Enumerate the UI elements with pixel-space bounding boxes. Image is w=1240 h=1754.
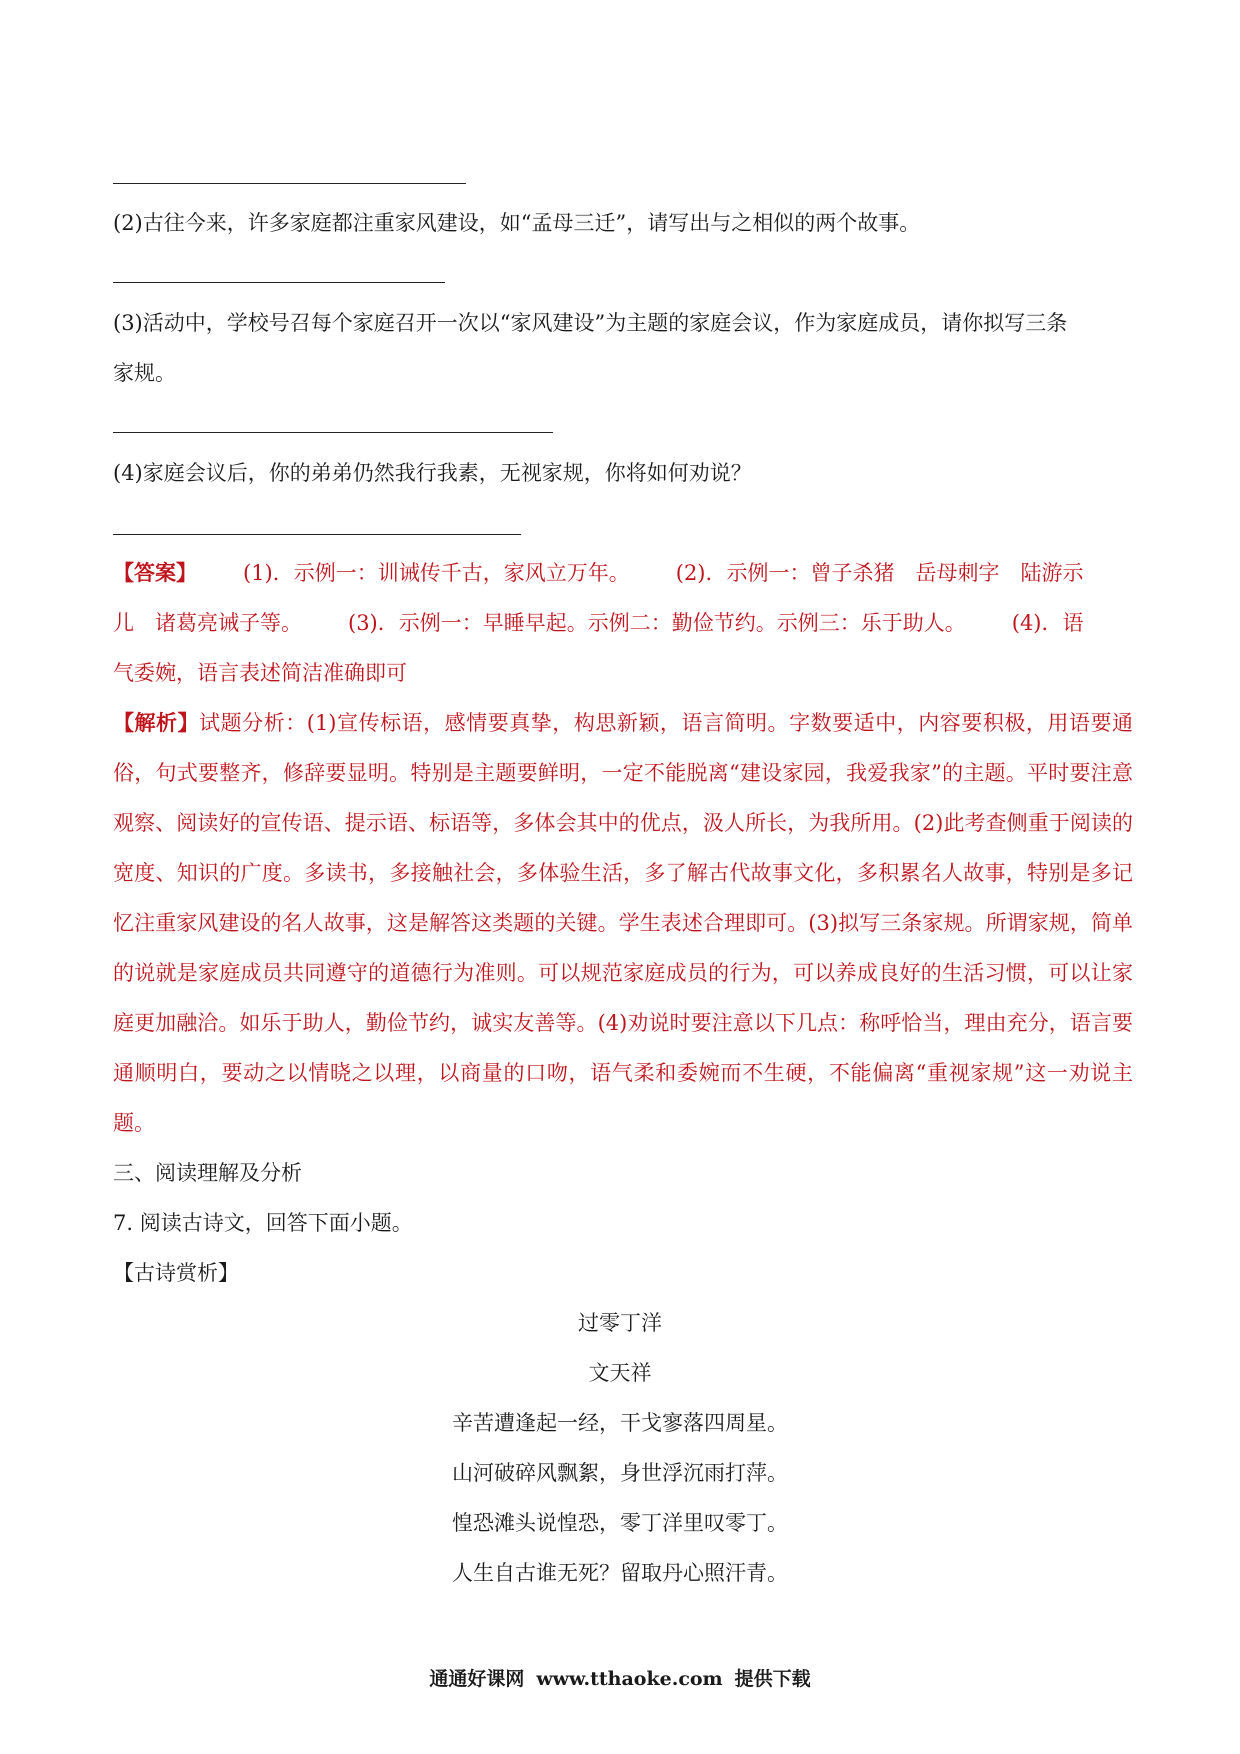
poem-line-4: 人生自古谁无死？留取丹心照汗青。 bbox=[452, 1561, 788, 1585]
answer-4: (4)．语 bbox=[1011, 611, 1084, 635]
page-footer bbox=[0, 1664, 1240, 1694]
poem-title: 过零丁洋 bbox=[578, 1311, 662, 1335]
answer-blank-line-2 bbox=[113, 282, 445, 283]
footer-url[interactable]: www.tthaoke.com bbox=[536, 1668, 723, 1690]
question-7: 7. 阅读古诗文，回答下面小题。 bbox=[113, 1211, 413, 1235]
answer-3: (3)．示例一：早睡早起。示例二：勤俭节约。示例三：乐于助人。 bbox=[348, 611, 966, 635]
answer-label: 【答案】 bbox=[113, 560, 197, 585]
section-heading: 三、阅读理解及分析 bbox=[113, 1161, 302, 1185]
answer-blank-line-4 bbox=[113, 534, 521, 535]
footer-site-name: 通通好课网 bbox=[429, 1668, 525, 1690]
answer-2-cont: 儿 诸葛亮诫子等。 bbox=[113, 611, 302, 635]
poem-line-1: 辛苦遭逢起一经，干戈寥落四周星。 bbox=[452, 1411, 788, 1435]
poem-line-3: 惶恐滩头说惶恐，零丁洋里叹零丁。 bbox=[452, 1511, 788, 1535]
poem-line-2: 山河破碎风飘絮，身世浮沉雨打萍。 bbox=[452, 1461, 788, 1485]
question-4: (4)家庭会议后，你的弟弟仍然我行我素，无视家规，你将如何劝说？ bbox=[113, 461, 752, 485]
poem-author: 文天祥 bbox=[588, 1361, 652, 1385]
answer-line-1 bbox=[113, 548, 1133, 598]
analysis-paragraph bbox=[113, 698, 1133, 1148]
analysis-text: 试题分析：(1)宣传标语，感情要真挚，构思新颖，语言简明。字数要适中，内容要积极，用语要通俗，句式要整齐，修辞要显明。特别是主题要鲜明，一定不能脱离“建设家园，我爱我家”的主题。平时要注意观察、阅读好的宣传语、提示语、标语等，多体会其中的优点，汲人所长，为我所用。(2)此考查侧重于阅读的宽度、知识的广度。多读书，多接触社会，多体验生活，多了解古代故事文化，多积累名人故事，特别是多记忆注重家风建设的名人故事，这是解答这类题的关键。学生表述合理即可。(3)拟写三条家规。所谓家规，简单的说就是家庭成员共同遵守的道德行为准则。可以规范家庭成员的行为，可以养成良好的生活习惯，可以让家庭更加融洽。如乐于助人，勤俭节约，诚实友善等。(4)劝说时要注意以下几点：称呼恰当，理由充分，语言要通顺明白，要动之以情晓之以理，以商量的口吻，语气柔和委婉而不生硬，不能偏离“重视家规”这一劝说主题。 bbox=[113, 711, 1133, 1135]
analysis-label: 【解析】 bbox=[113, 710, 200, 735]
answer-line-2 bbox=[113, 598, 1133, 648]
answer-blank-line-3 bbox=[113, 432, 553, 433]
answer-line-3: 气委婉，语言表述简洁准确即可 bbox=[113, 661, 407, 685]
question-2: (2)古往今来，许多家庭都注重家风建设，如“孟母三迁”，请写出与之相似的两个故事。 bbox=[113, 211, 921, 235]
answer-blank-line-1 bbox=[113, 183, 466, 184]
footer-suffix: 提供下载 bbox=[734, 1668, 811, 1690]
question-3-line-2: 家规。 bbox=[113, 361, 176, 385]
answer-2: (2)．示例一：曾子杀猪 岳母刺字 陆游示 bbox=[675, 561, 1084, 585]
question-3-line-1: (3)活动中，学校号召每个家庭召开一次以“家风建设”为主题的家庭会议，作为家庭成员，请你拟写三条 bbox=[113, 311, 1068, 335]
answer-1: (1)．示例一：训诫传千古，家风立万年。 bbox=[243, 561, 630, 585]
poem-section-label: 【古诗赏析】 bbox=[113, 1261, 239, 1285]
